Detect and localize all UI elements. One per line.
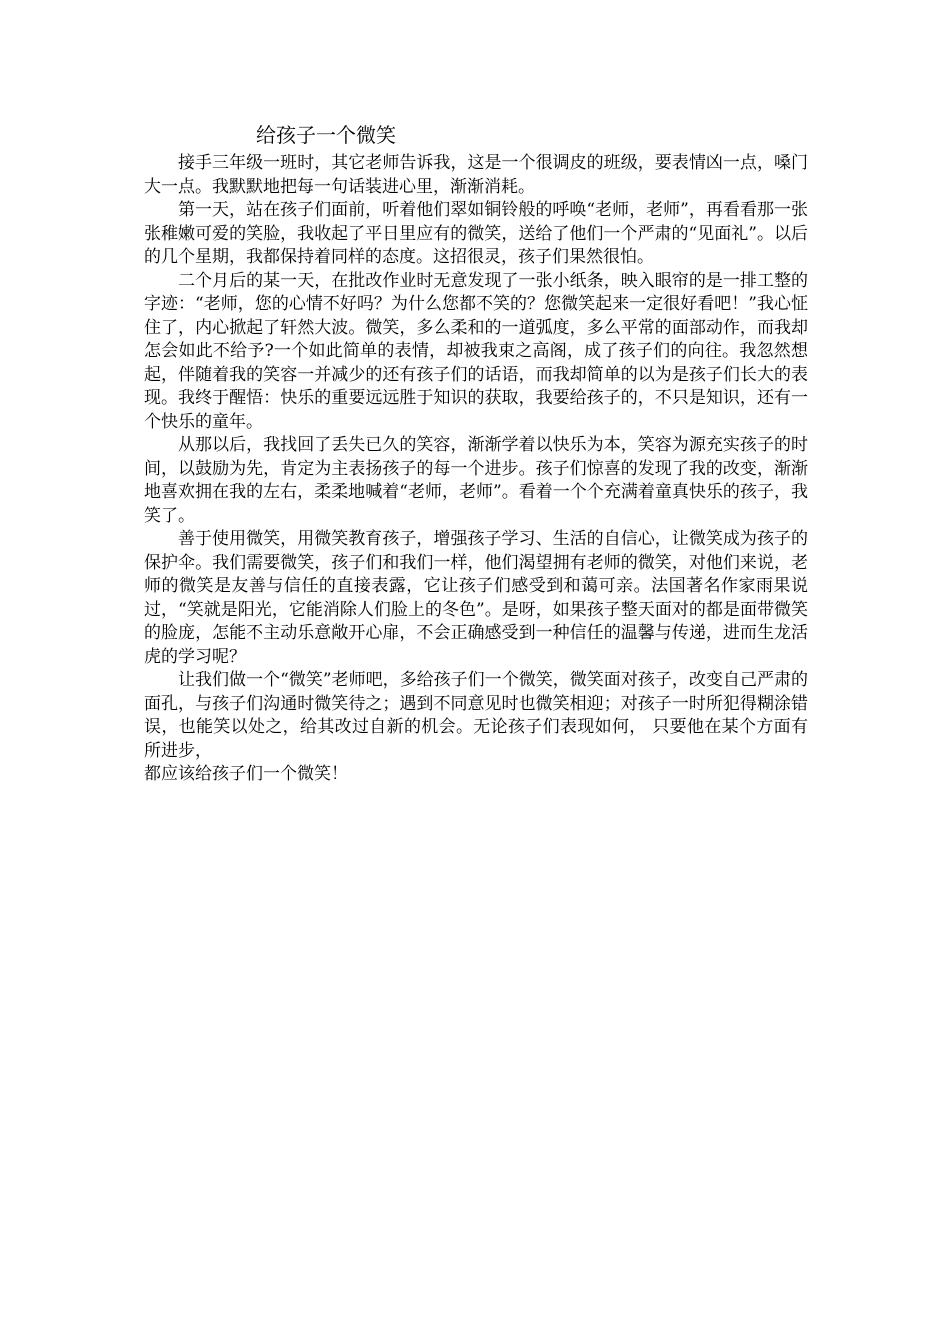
paragraph-1: 接手三年级一班时，其它老师告诉我，这是一个很调皮的班级，要表情凶一点，嗓门大一点。我默默地把每一句话装进心里，渐渐消耗。	[144, 153, 808, 197]
paragraph-6: 让我们做一个“微笑”老师吧，多给孩子们一个微笑，微笑面对孩子，改变自己严肃的面孔，与孩子们沟通时微笑待之；遇到不同意见时也微笑相迎；对孩子一时所犯得糊涂错误，也能笑以处之，给其改过自新的机会。无论孩子们表现如何， 只要他在某个方面有所进步，	[144, 670, 808, 761]
paragraph-5: 善于使用微笑，用微笑教育孩子，增强孩子学习、生活的自信心，让微笑成为孩子的保护伞。我们需要微笑，孩子们和我们一样，他们渴望拥有老师的微笑，对他们来说，老师的微笑是友善与信任的直接表露，它让孩子们感受到和蔼可亲。法国著名作家雨果说过，“笑就是阳光，它能消除人们脸上的冬色”。是呀，如果孩子整天面对的都是面带微笑的脸庞，怎能不主动乐意敞开心扉，不会正确感受到一种信任的温馨与传递，进而生龙活虎的学习呢？	[144, 529, 808, 667]
document-title: 给孩子一个微笑	[256, 123, 396, 147]
paragraph-2: 第一天，站在孩子们面前，听着他们翠如铜铃般的呼唤“老师，老师”，再看看那一张张稚嫩可爱的笑脸，我收起了平日里应有的微笑，送给了他们一个严肃的“见面礼”。以后的几个星期，我都保持着同样的态度。这招很灵，孩子们果然很怕。	[144, 200, 808, 267]
paragraph-3: 二个月后的某一天，在批改作业时无意发现了一张小纸条，映入眼帘的是一排工整的字迹：“老师，您的心情不好吗？为什么您都不笑的？您微笑起来一定很好看吧！”我心怔住了，内心掀起了轩然大波。微笑，多么柔和的一道弧度，多么平常的面部动作，而我却怎会如此不给予?一个如此简单的表情，却被我束之高阁，成了孩子们的向往。我忽然想起，伴随着我的笑容一并减少的还有孩子们的话语，而我却简单的以为是孩子们长大的表现。我终于醒悟：快乐的重要远远胜于知识的获取，我要给孩子的，不只是知识，还有一个快乐的童年。	[144, 270, 808, 432]
closing-line: 都应该给孩子们一个微笑！	[144, 764, 348, 784]
document-page	[144, 120, 808, 787]
paragraph-4: 从那以后，我找回了丢失已久的笑容，渐渐学着以快乐为本，笑容为源充实孩子的时间，以鼓励为先，肯定为主表扬孩子的每一个进步。孩子们惊喜的发现了我的改变，渐渐地喜欢拥在我的左右，柔柔地喊着“老师，老师”。看着一个个充满着童真快乐的孩子，我笑了。	[144, 435, 808, 526]
